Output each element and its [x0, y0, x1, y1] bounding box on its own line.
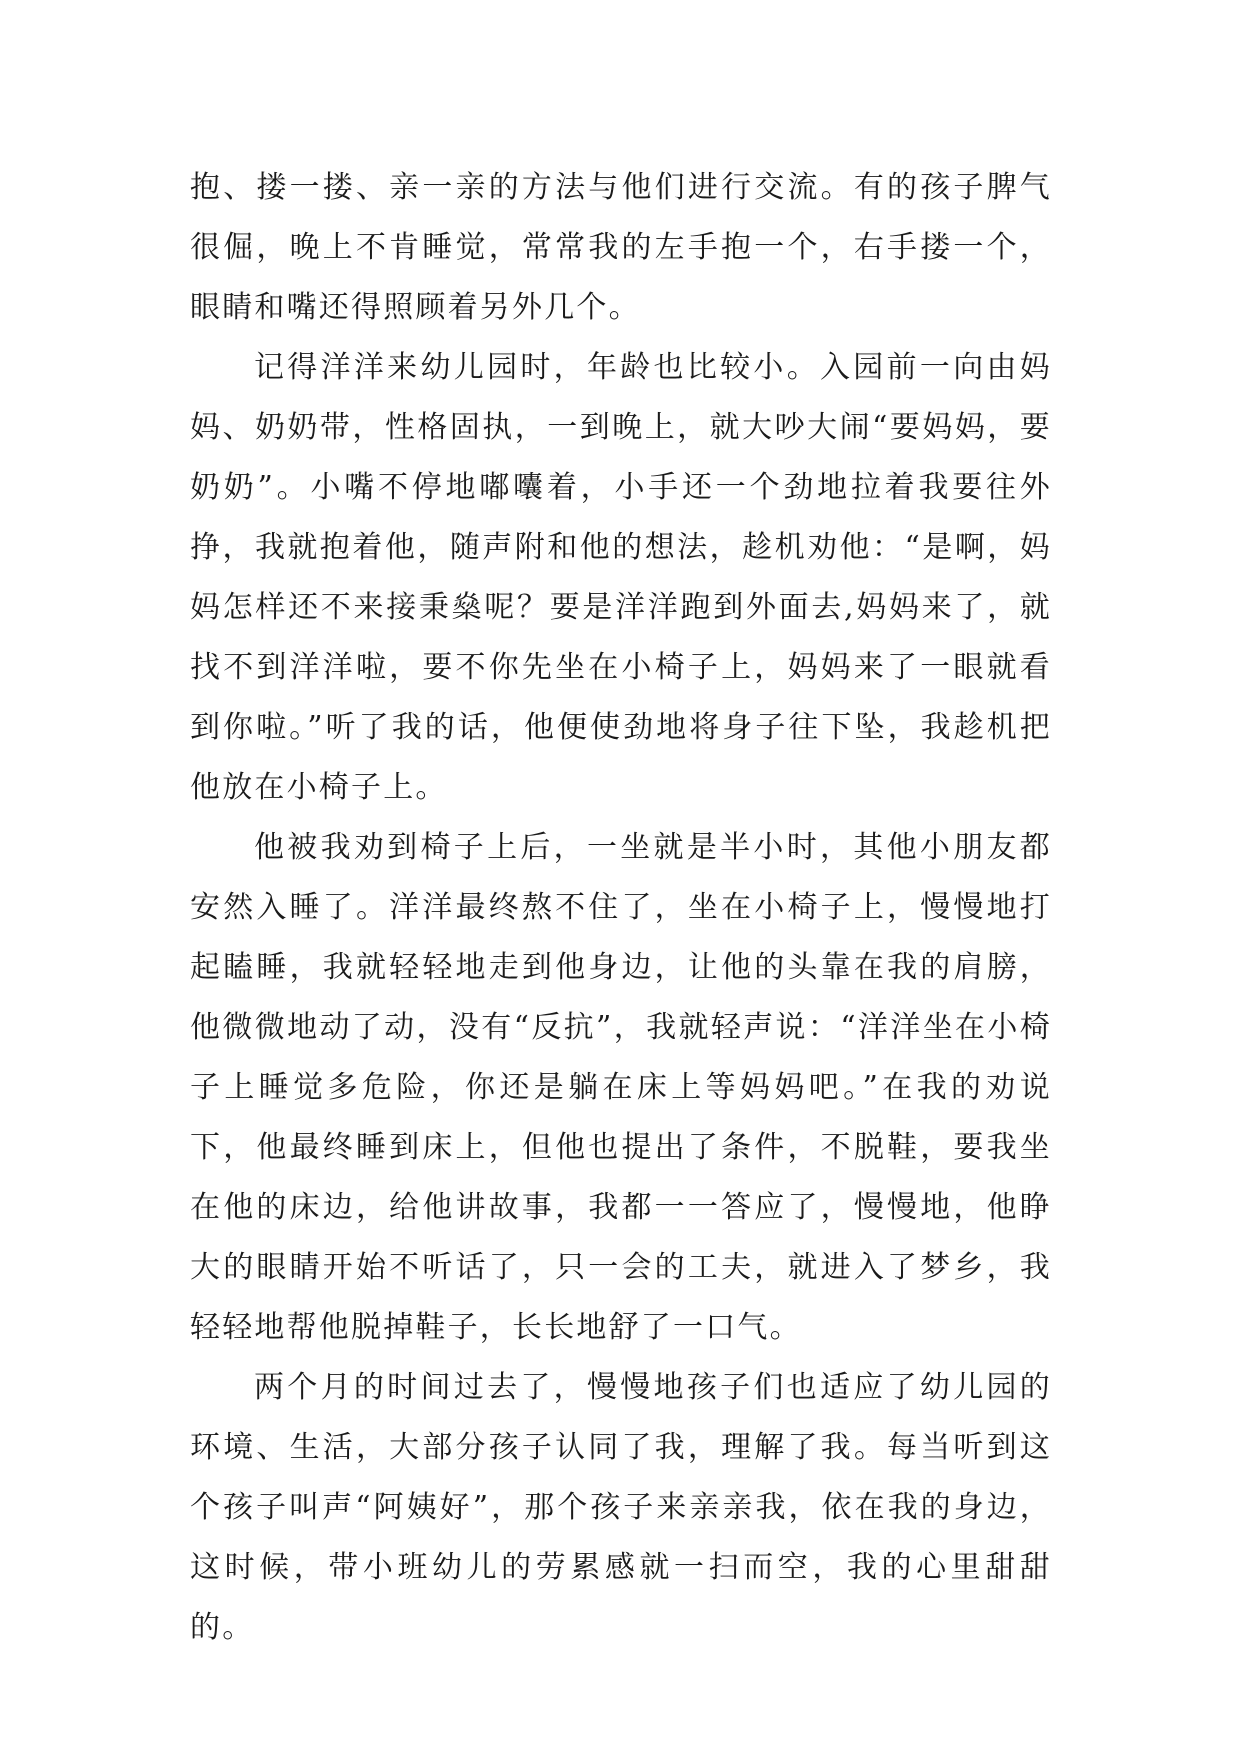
- paragraph-continued: 抱、搂一搂、亲一亲的方法与他们进行交流。有的孩子脾气很倔，晚上不肯睡觉，常常我的左手抱一个，右手搂一个，眼睛和嘴还得照顾着另外几个。: [190, 170, 1052, 325]
- paragraph-yangyang-arrival: 记得洋洋来幼儿园时，年龄也比较小。入园前一向由妈妈、奶奶带，性格固执，一到晚上，就大吵大闹“要妈妈，要奶奶”。小嘴不停地嘟囔着，小手还一个劲地拉着我要往外挣，我就抱着他，随声附和他的想法，趁机劝他：“是啊，妈妈怎样还不来接秉燊呢？要是洋洋跑到外面去,妈妈来了，就找不到洋洋啦，要不你先坐在小椅子上，妈妈来了一眼就看到你啦。”听了我的话，他便使劲地将身子往下坠，我趁机把他放在小椅子上。: [190, 350, 1052, 805]
- document-body: [190, 158, 1052, 1658]
- paragraph-chair-and-sleep: 他被我劝到椅子上后，一坐就是半小时，其他小朋友都安然入睡了。洋洋最终熬不住了，坐在小椅子上，慢慢地打起瞌睡，我就轻轻地走到他身边，让他的头靠在我的肩膀，他微微地动了动，没有“反抗”，我就轻声说：“洋洋坐在小椅子上睡觉多危险，你还是躺在床上等妈妈吧。”在我的劝说下，他最终睡到床上，但他也提出了条件，不脱鞋，要我坐在他的床边，给他讲故事，我都一一答应了，慢慢地，他睁大的眼睛开始不听话了，只一会的工夫，就进入了梦乡，我轻轻地帮他脱掉鞋子，长长地舒了一口气。: [190, 830, 1052, 1345]
- paragraph-two-months-later: 两个月的时间过去了，慢慢地孩子们也适应了幼儿园的环境、生活，大部分孩子认同了我，理解了我。每当听到这个孩子叫声“阿姨好”，那个孩子来亲亲我，依在我的身边，这时候，带小班幼儿的劳累感就一扫而空，我的心里甜甜的。: [190, 1370, 1052, 1645]
